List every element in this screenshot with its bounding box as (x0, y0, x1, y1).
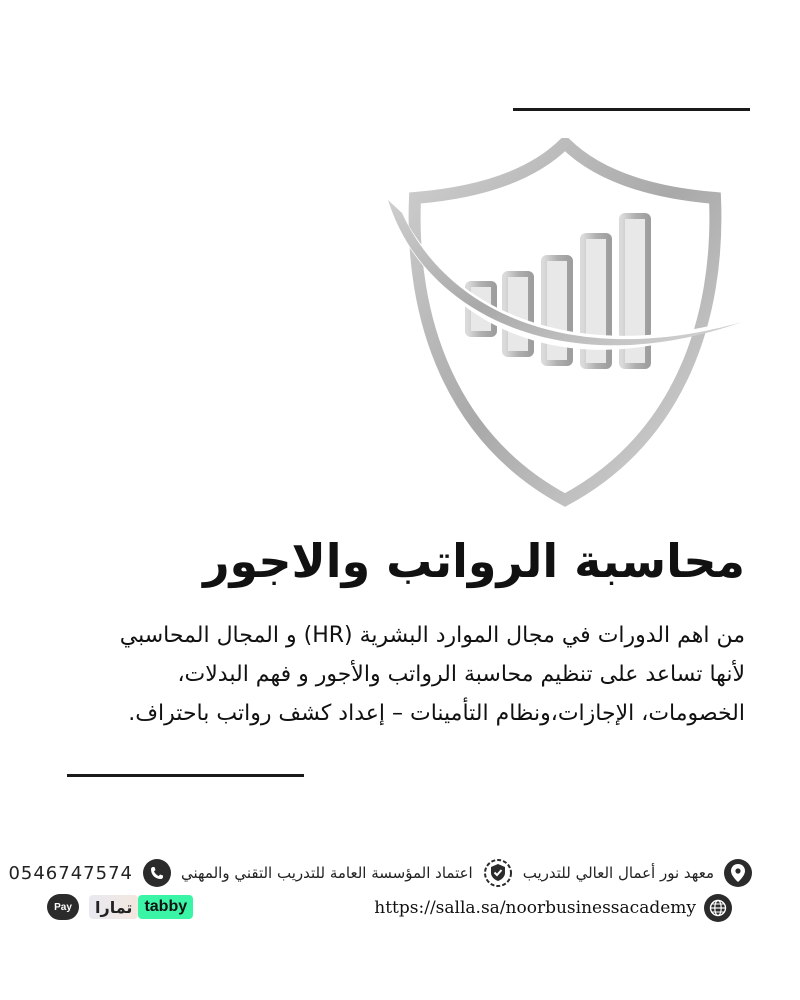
shield-bar-chart-logo (380, 138, 750, 508)
page-title: محاسبة الرواتب والاجور (203, 534, 745, 588)
payment-methods (47, 894, 193, 920)
bottom-divider (67, 774, 304, 777)
badge-check-icon (483, 858, 513, 888)
description-line: من اهم الدورات في مجال الموارد البشرية (HR) و المجال المحاسبي (119, 623, 745, 648)
footer-contact-row (8, 858, 752, 888)
description-line: الخصومات، الإجازات،ونظام التأمينات – إعداد كشف رواتب باحتراف. (128, 701, 745, 726)
tamara-badge: تمارا (89, 895, 138, 919)
whatsapp-icon[interactable] (143, 859, 171, 887)
location-pin-icon (724, 859, 752, 887)
description-line: لأنها تساعد على تنظيم محاسبة الرواتب والأجور و فهم البدلات، (177, 662, 745, 687)
website-link[interactable]: https://salla.sa/noorbusinessacademy (374, 898, 696, 918)
institute-name: معهد نور أعمال العالي للتدريب (522, 864, 714, 882)
accreditation-text: اعتماد المؤسسة العامة للتدريب التقني والمهني (180, 864, 473, 882)
phone-number[interactable]: 0546747574 (8, 862, 133, 884)
apple-pay-badge: Pay (47, 894, 79, 920)
top-divider (513, 108, 750, 111)
tabby-badge: tabby (138, 895, 193, 919)
footer-web-row (374, 894, 732, 922)
globe-icon (704, 894, 732, 922)
description (45, 616, 745, 733)
